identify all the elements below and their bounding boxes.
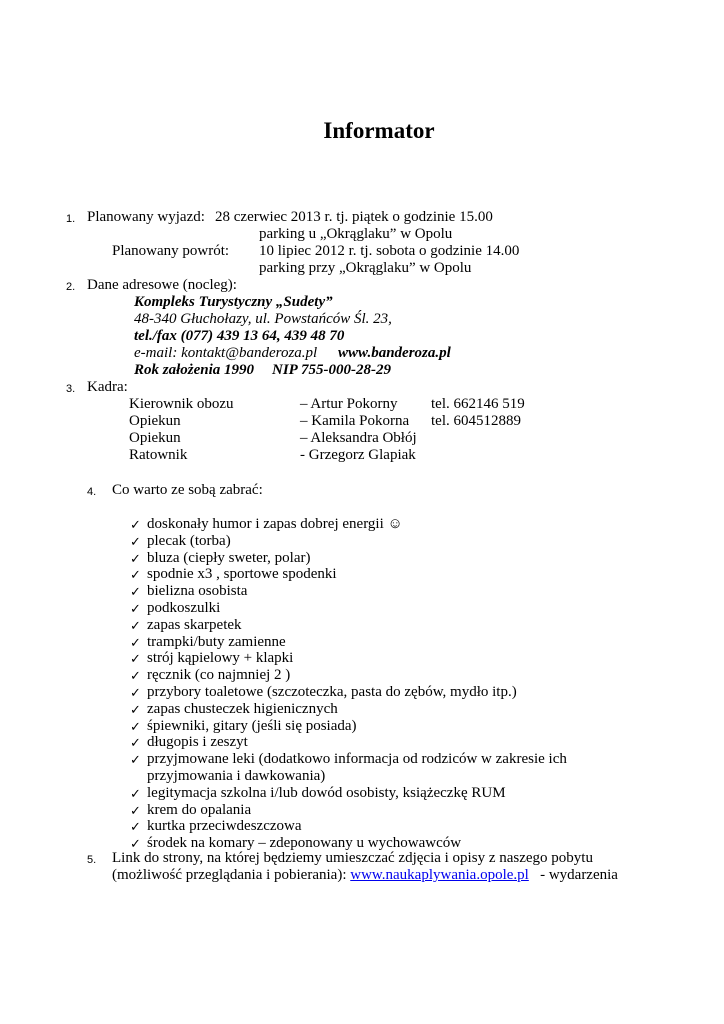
packing-item: strój kąpielowy + klapki <box>147 650 294 666</box>
packing-item: środek na komary – zdeponowany u wychowawców <box>147 835 462 851</box>
link-line <box>112 867 618 884</box>
packing-item: trampki/buty zamienne <box>147 634 286 650</box>
accommodation-www: www.banderoza.pl <box>338 345 451 361</box>
packing-item: długopis i zeszyt <box>147 734 248 750</box>
return-place: parking przy „Okrąglaku” w Opolu <box>259 260 472 276</box>
accommodation-address: 48-340 Głuchołazy, ul. Powstańców Śl. 23, <box>134 311 392 327</box>
check-icon: ✓ <box>130 819 141 834</box>
departure-place: parking u „Okrąglaku” w Opolu <box>259 226 453 242</box>
list-number-5: 5. <box>87 854 97 866</box>
packing-item: legitymacja szkolna i/lub dowód osobisty, książeczkę RUM <box>147 785 506 801</box>
staff-role: Ratownik <box>129 447 188 463</box>
link-description: Link do strony, na której będziemy umieszczać zdjęcia i opisy z naszego pobytu <box>112 850 593 866</box>
packing-item: przyjmowane leki (dodatkowo informacja od rodziców w zakresie ich <box>147 751 567 767</box>
check-icon: ✓ <box>130 651 141 666</box>
packing-item-continuation: przyjmowania i dawkowania) <box>147 768 326 784</box>
check-icon: ✓ <box>130 702 141 717</box>
staff-name: - Grzegorz Glapiak <box>300 447 416 463</box>
packing-item: zapas chusteczek higienicznych <box>147 701 338 717</box>
packing-item: przybory toaletowe (szczoteczka, pasta do zębów, mydło itp.) <box>147 684 517 700</box>
return-label: Planowany powrót: <box>112 243 230 259</box>
address-section-label: Dane adresowe (nocleg): <box>87 277 237 293</box>
check-icon: ✓ <box>130 534 141 549</box>
check-icon: ✓ <box>130 567 141 582</box>
list-number-1: 1. <box>66 213 76 225</box>
packing-item: plecak (torba) <box>147 533 231 549</box>
packing-item: podkoszulki <box>147 600 221 616</box>
website-link[interactable]: www.naukaplywania.opole.pl <box>350 867 529 883</box>
packing-item: śpiewniki, gitary (jeśli się posiada) <box>147 718 357 734</box>
packing-item: bluza (ciepły sweter, polar) <box>147 550 311 566</box>
check-icon: ✓ <box>130 551 141 566</box>
staff-role: Opiekun <box>129 430 181 446</box>
staff-section-label: Kadra: <box>87 379 128 395</box>
check-icon: ✓ <box>130 786 141 801</box>
link-prefix: (możliwość przeglądania i pobierania): <box>112 867 351 883</box>
staff-role: Kierownik obozu <box>129 396 234 412</box>
staff-name: – Kamila Pokorna <box>300 413 410 429</box>
check-icon: ✓ <box>130 517 141 532</box>
packing-item: bielizna osobista <box>147 583 248 599</box>
accommodation-founded: Rok założenia 1990 <box>134 362 255 378</box>
accommodation-email: e-mail: kontakt@banderoza.pl <box>134 345 318 361</box>
list-number-2: 2. <box>66 281 76 293</box>
check-icon: ✓ <box>130 618 141 633</box>
staff-phone: tel. 662146 519 <box>431 396 525 412</box>
check-icon: ✓ <box>130 735 141 750</box>
accommodation-phone: tel./fax (077) 439 13 64, 439 48 70 <box>134 328 345 344</box>
check-icon: ✓ <box>130 752 141 767</box>
staff-name: – Artur Pokorny <box>300 396 398 412</box>
staff-phone: tel. 604512889 <box>431 413 521 429</box>
check-icon: ✓ <box>130 584 141 599</box>
return-value: 10 lipiec 2012 r. tj. sobota o godzinie 14.00 <box>259 243 520 259</box>
packing-item: zapas skarpetek <box>147 617 242 633</box>
staff-role: Opiekun <box>129 413 181 429</box>
departure-value: 28 czerwiec 2013 r. tj. piątek o godzinie 15.00 <box>215 209 493 225</box>
list-number-3: 3. <box>66 383 76 395</box>
packing-item: spodnie x3 , sportowe spodenki <box>147 566 337 582</box>
check-icon: ✓ <box>130 836 141 851</box>
accommodation-nip: NIP 755-000-28-29 <box>272 362 392 378</box>
link-suffix: - wydarzenia <box>536 867 618 883</box>
check-icon: ✓ <box>130 635 141 650</box>
check-icon: ✓ <box>130 719 141 734</box>
page-title: Informator <box>323 118 435 143</box>
list-number-4: 4. <box>87 486 97 498</box>
check-icon: ✓ <box>130 803 141 818</box>
accommodation-name: Kompleks Turystyczny „Sudety” <box>134 294 333 310</box>
check-icon: ✓ <box>130 601 141 616</box>
packing-item: krem do opalania <box>147 802 252 818</box>
check-icon: ✓ <box>130 685 141 700</box>
packing-section-label: Co warto ze sobą zabrać: <box>112 482 263 498</box>
check-icon: ✓ <box>130 668 141 683</box>
staff-name: – Aleksandra Obłój <box>300 430 417 446</box>
packing-item: kurtka przeciwdeszczowa <box>147 818 302 834</box>
packing-item: ręcznik (co najmniej 2 ) <box>147 667 291 683</box>
departure-label: Planowany wyjazd: <box>87 209 205 225</box>
packing-item: doskonały humor i zapas dobrej energii ☺ <box>147 516 403 532</box>
